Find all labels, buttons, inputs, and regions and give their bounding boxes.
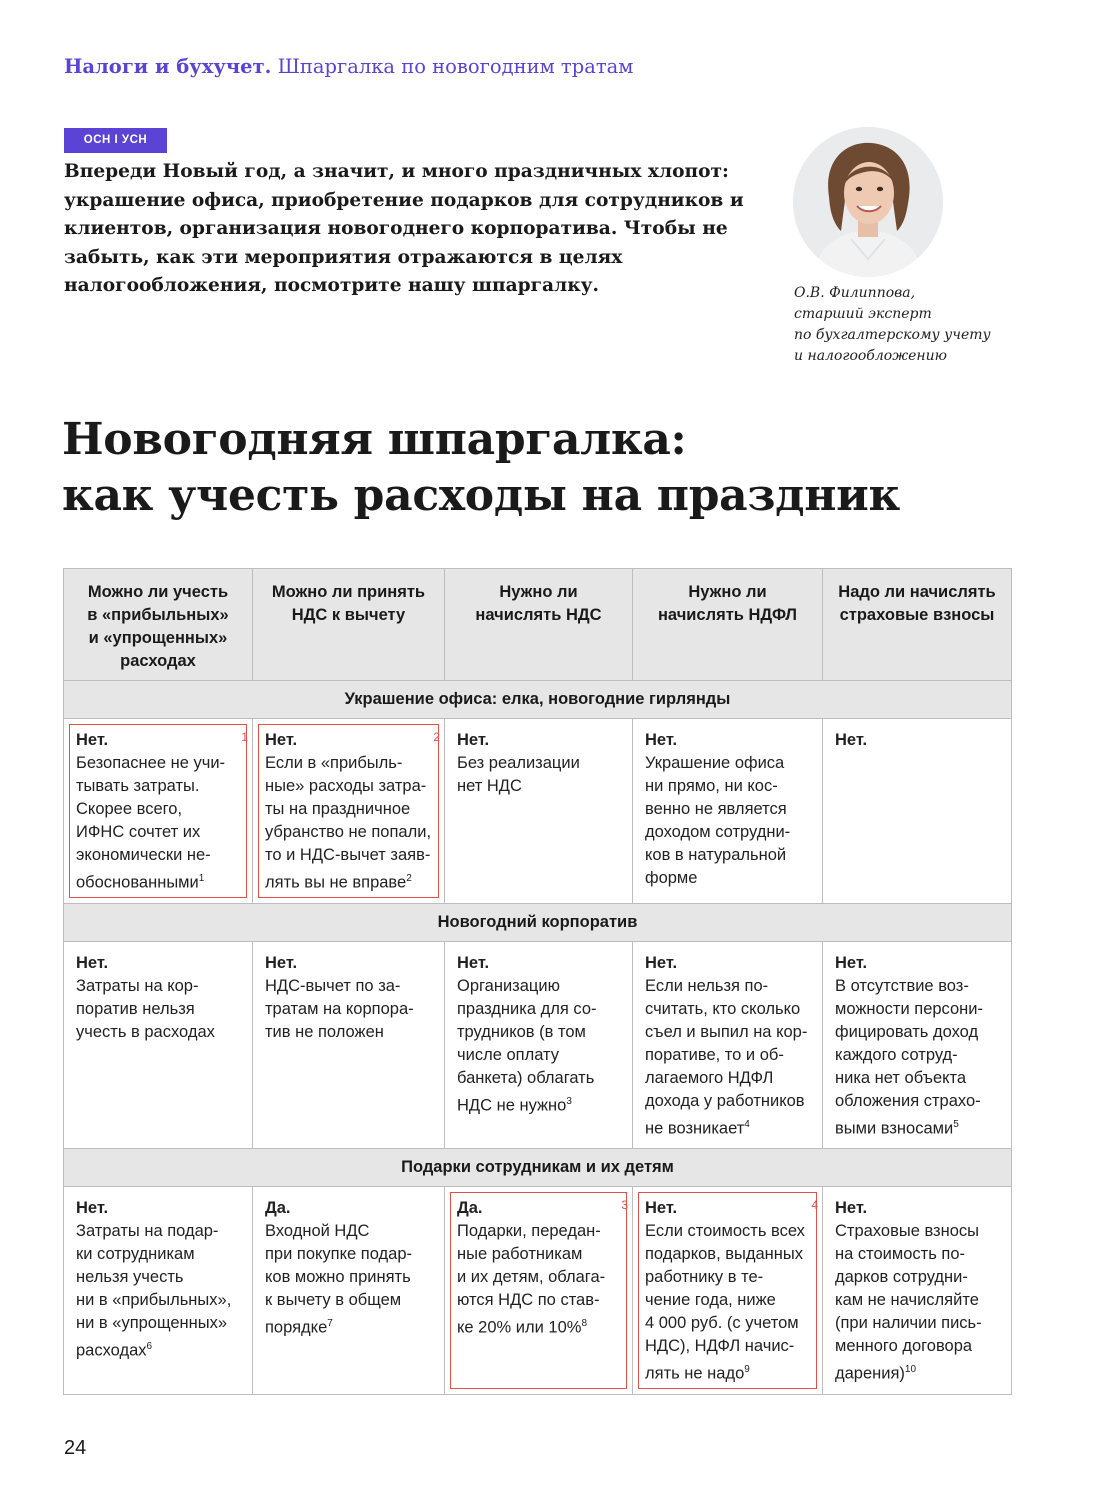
footnote-ref: 10 bbox=[904, 1364, 917, 1375]
cell-text-body: Без реализации нет НДС bbox=[457, 754, 580, 795]
cell-text-body: Затраты на подар- ки сотрудникам нельзя учесть ни в «прибыльных», ни в «упрощенных» расходах bbox=[76, 1222, 232, 1360]
table-cell bbox=[445, 941, 633, 1149]
cell-text bbox=[265, 975, 438, 1044]
footnote-ref: 2 bbox=[406, 873, 412, 884]
cell-verdict: Нет. bbox=[645, 731, 678, 749]
cell-text-body: Если в «прибыль- ные» расходы затра- ты на праздничное убранство не попали, то и НДС-вычет заяв- лять вы не вправе bbox=[265, 754, 432, 892]
cell-text-body: Организацию праздника для со- трудников (в том числе оплату банкета) облагать НДС не нужно bbox=[457, 976, 597, 1114]
header-section: Налоги и бухучет. bbox=[64, 55, 272, 78]
table-cell bbox=[64, 1187, 253, 1395]
cell-text-body: Затраты на кор- поратив нельзя учесть в расходах bbox=[76, 976, 215, 1041]
cell-text bbox=[76, 975, 246, 1044]
table-cell bbox=[253, 941, 445, 1149]
highlight-number: 3 bbox=[621, 1198, 628, 1212]
author-name: О.В. Филиппова, bbox=[794, 285, 916, 301]
highlight-number: 2 bbox=[433, 730, 440, 744]
table-cell bbox=[633, 1187, 823, 1395]
column-header: Нужно ли начислять НДФЛ bbox=[633, 569, 823, 681]
cell-verdict: Нет. bbox=[457, 953, 490, 972]
tax-cheatsheet-table bbox=[63, 568, 1012, 1395]
author-photo bbox=[793, 127, 943, 277]
cell-verdict: Нет. bbox=[645, 953, 678, 972]
page-number: 24 bbox=[64, 1437, 87, 1459]
cell-text-body: Безопаснее не учи- тывать затраты. Скорее всего, ИФНС сочтет их экономически не- обоснованными bbox=[76, 754, 226, 892]
author-role-line: старший эксперт bbox=[794, 306, 932, 322]
cell-text-body: Если стоимость всех подарков, выданных работнику в те- чение года, ниже 4 000 руб. (с учетом НДС), НДФЛ начис- лять не надо bbox=[645, 1222, 805, 1383]
cell-verdict: Да. bbox=[265, 1199, 291, 1217]
table-cell bbox=[445, 1187, 633, 1395]
section-title: Подарки сотрудникам и их детям bbox=[64, 1149, 1012, 1187]
footnote-ref: 3 bbox=[566, 1095, 572, 1107]
cell-text bbox=[76, 752, 246, 895]
cell-text-body: Подарки, передан- ные работникам и их детям, облага- ются НДС по став- ке 20% или 10% bbox=[457, 1222, 606, 1337]
footnote-ref: 5 bbox=[953, 1118, 959, 1130]
cell-verdict: Нет. bbox=[835, 1199, 868, 1217]
column-header: Надо ли начислять страховые взносы bbox=[823, 569, 1012, 681]
section-row bbox=[64, 681, 1012, 719]
cell-text bbox=[457, 752, 626, 798]
article-title-line: Новогодняя шпаргалка: bbox=[62, 414, 687, 465]
footnote-ref: 9 bbox=[744, 1364, 750, 1375]
cell-text bbox=[645, 752, 816, 890]
cell-text bbox=[76, 1220, 246, 1363]
table-cell bbox=[445, 719, 633, 904]
column-header: Нужно ли начислять НДС bbox=[445, 569, 633, 681]
table-cell bbox=[633, 941, 823, 1149]
table-cell bbox=[823, 1187, 1012, 1395]
cell-text bbox=[457, 975, 626, 1118]
table-cell bbox=[633, 719, 823, 904]
cell-verdict: Нет. bbox=[76, 953, 109, 972]
cell-text-body: Украшение офиса ни прямо, ни кос- венно не является доходом сотрудни- ков в натуральной форме bbox=[645, 754, 791, 887]
table-cell bbox=[823, 941, 1012, 1149]
cell-text-body: Входной НДС при покупке подар- ков можно принять к вычету в общем порядке bbox=[265, 1222, 413, 1337]
footnote-ref: 4 bbox=[744, 1118, 750, 1130]
table-cell bbox=[823, 719, 1012, 904]
footnote-ref: 1 bbox=[198, 873, 205, 884]
highlight-number: 1 bbox=[241, 730, 248, 744]
cell-verdict: Нет. bbox=[265, 953, 298, 972]
author-caption bbox=[794, 283, 991, 367]
cell-text bbox=[645, 1220, 816, 1386]
author-role-line: и налогообложению bbox=[794, 348, 947, 364]
cell-text-body: Если нельзя по- считать, кто сколько съел и выпил на кор- поративе, то и об- лагаемого НДФЛ дохода у работников не возникает bbox=[645, 976, 808, 1137]
cell-verdict: Нет. bbox=[76, 1199, 109, 1217]
tax-regime-tag: ОСН I УСН bbox=[64, 128, 167, 153]
article-title bbox=[62, 412, 900, 524]
cell-text-body: В отсутствие воз- можности персони- фицировать доход каждого сотруд- ника нет объекта обложения страхо- выми взносами bbox=[835, 976, 983, 1137]
article-title-line: как учесть расходы на праздник bbox=[62, 470, 900, 521]
section-title: Новогодний корпоратив bbox=[64, 903, 1012, 941]
cell-text bbox=[457, 1220, 626, 1340]
section-row bbox=[64, 903, 1012, 941]
cell-text bbox=[835, 1220, 1005, 1386]
footnote-ref: 7 bbox=[327, 1318, 333, 1329]
cell-text-body: Страховые взносы на стоимость по- дарков сотрудни- кам не начисляйте (при наличии пись- менного договора дарения) bbox=[835, 1222, 982, 1383]
cell-verdict: Нет. bbox=[835, 953, 868, 972]
table-cell bbox=[253, 1187, 445, 1395]
cell-text bbox=[265, 752, 438, 895]
section-row bbox=[64, 1149, 1012, 1187]
footnote-ref: 6 bbox=[146, 1341, 153, 1352]
section-title: Украшение офиса: елка, новогодние гирлянды bbox=[64, 681, 1012, 719]
author-role-line: по бухгалтерскому учету bbox=[794, 327, 991, 343]
cell-text bbox=[265, 1220, 438, 1340]
table-row bbox=[64, 719, 1012, 904]
table-cell bbox=[64, 719, 253, 904]
table-row bbox=[64, 941, 1012, 1149]
column-header: Можно ли принять НДС к вычету bbox=[253, 569, 445, 681]
cell-text-body: НДС-вычет по за- тратам на корпора- тив не положен bbox=[265, 976, 414, 1041]
table-header-row bbox=[64, 569, 1012, 681]
cell-verdict: Нет. bbox=[265, 731, 298, 749]
cell-verdict: Нет. bbox=[457, 731, 490, 749]
cell-text bbox=[835, 975, 1005, 1141]
cell-verdict: Нет. bbox=[835, 731, 868, 749]
cell-verdict: Нет. bbox=[645, 1199, 678, 1217]
lead-paragraph: Впереди Новый год, а значит, и много праздничных хлопот: украшение офиса, приобретение подарков для сотрудников и клиентов, организация новогоднего корпоратива. Чтобы не забыть, как эти мероприятия отражаются в целях налогообложения, посмотрите нашу шпаргалку. bbox=[64, 161, 744, 297]
table-row bbox=[64, 1187, 1012, 1395]
header-topic: Шпаргалка по новогодним тратам bbox=[277, 55, 634, 78]
author-portrait-icon bbox=[793, 127, 943, 277]
table-cell bbox=[253, 719, 445, 904]
cell-text bbox=[645, 975, 816, 1141]
cell-verdict: Да. bbox=[457, 1199, 483, 1217]
table-cell bbox=[64, 941, 253, 1149]
column-header: Можно ли учесть в «прибыльных» и «упрощенных» расходах bbox=[64, 569, 253, 681]
running-header bbox=[64, 55, 633, 78]
highlight-number: 4 bbox=[811, 1198, 818, 1212]
footnote-ref: 8 bbox=[581, 1318, 588, 1329]
cell-verdict: Нет. bbox=[76, 731, 109, 749]
